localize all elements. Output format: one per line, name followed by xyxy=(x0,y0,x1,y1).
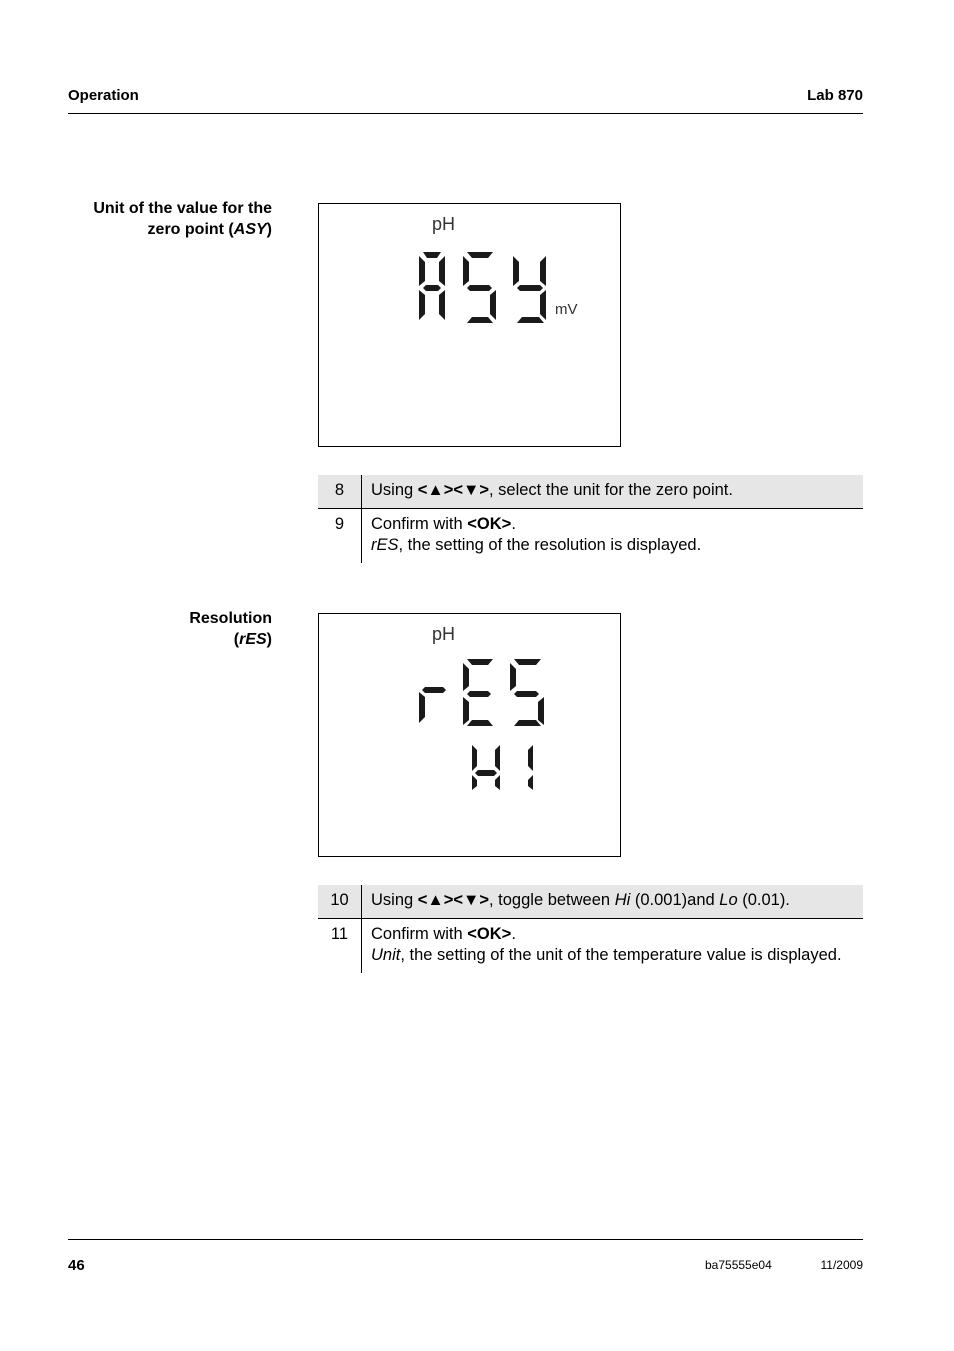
res-display-ph-label: pH xyxy=(432,624,456,644)
asy-label-prefix: zero point ( xyxy=(147,221,234,238)
seg-digit-E xyxy=(463,659,493,726)
step-number: 8 xyxy=(318,475,362,509)
step-text xyxy=(362,509,864,564)
step-text-part: Confirm with xyxy=(371,515,468,533)
step-number: 10 xyxy=(318,885,362,919)
step-text-part: (0.001)and xyxy=(630,891,720,909)
step-row xyxy=(318,885,863,919)
step-key: <▲><▼> xyxy=(417,891,489,909)
step-text xyxy=(362,919,864,974)
header-rule xyxy=(68,113,863,114)
step-key: <▲><▼> xyxy=(417,481,489,499)
step-key: <OK> xyxy=(467,925,512,943)
footer-doc-id: ba75555e04 xyxy=(705,1258,772,1272)
res-display-segments xyxy=(319,614,620,856)
asy-display-unit: mV xyxy=(555,301,578,318)
footer-rule xyxy=(68,1239,863,1240)
seg-digit-i xyxy=(528,745,533,790)
step-key: <OK> xyxy=(467,515,512,533)
seg-digit-A xyxy=(419,252,445,320)
step-number: 9 xyxy=(334,515,345,533)
step-number: 11 xyxy=(330,925,349,943)
step-row xyxy=(318,919,863,974)
seg-digit-Y xyxy=(513,256,546,323)
asy-label-code: ASY xyxy=(233,221,267,238)
step-text-part: , toggle between xyxy=(489,891,615,909)
asy-label-line1: Unit of the value for the xyxy=(93,200,272,217)
step-text-part: . xyxy=(511,925,516,943)
seg-digit-S xyxy=(463,252,496,323)
header-product: Lab 870 xyxy=(807,87,863,104)
asy-steps-table xyxy=(318,475,863,563)
seg-digit-S2 xyxy=(510,659,544,726)
step-text-part: (0.01). xyxy=(737,891,790,909)
step-text-part: Using xyxy=(371,481,418,499)
step-text xyxy=(362,475,864,509)
step-code: Hi xyxy=(614,891,631,909)
footer-date: 11/2009 xyxy=(820,1258,863,1272)
footer-page-number: 46 xyxy=(68,1257,85,1274)
step-text-part: , the setting of the resolution is displayed. xyxy=(398,536,702,554)
step-row xyxy=(318,509,863,564)
step-text-part: Using xyxy=(371,891,418,909)
step-code: rES xyxy=(371,536,399,554)
res-label-code: rES xyxy=(239,631,267,648)
asy-label-suffix: ) xyxy=(266,221,272,238)
res-label-prefix: ( xyxy=(233,631,240,648)
seg-digit-H xyxy=(472,745,500,790)
res-label-line1: Resolution xyxy=(189,610,272,627)
asy-display-segments xyxy=(319,204,620,446)
step-text-part: , select the unit for the zero point. xyxy=(489,481,733,499)
asy-display xyxy=(318,203,621,447)
step-code: Unit xyxy=(371,946,401,964)
step-text-part: , the setting of the unit of the temperature value is displayed. xyxy=(400,946,842,964)
step-text xyxy=(362,885,864,919)
step-row xyxy=(318,475,863,509)
res-steps-table xyxy=(318,885,863,973)
res-side-label xyxy=(189,608,272,650)
asy-label-line2 xyxy=(93,219,272,240)
seg-digit-r xyxy=(419,687,446,723)
asy-side-label xyxy=(93,198,272,240)
res-display xyxy=(318,613,621,857)
res-label-suffix: ) xyxy=(266,631,272,648)
step-code: Lo xyxy=(719,891,738,909)
step-text-part: . xyxy=(511,515,516,533)
header-section: Operation xyxy=(68,87,139,104)
res-label-line2 xyxy=(189,629,272,650)
step-text-part: Confirm with xyxy=(371,925,468,943)
asy-display-ph-label: pH xyxy=(432,214,456,234)
